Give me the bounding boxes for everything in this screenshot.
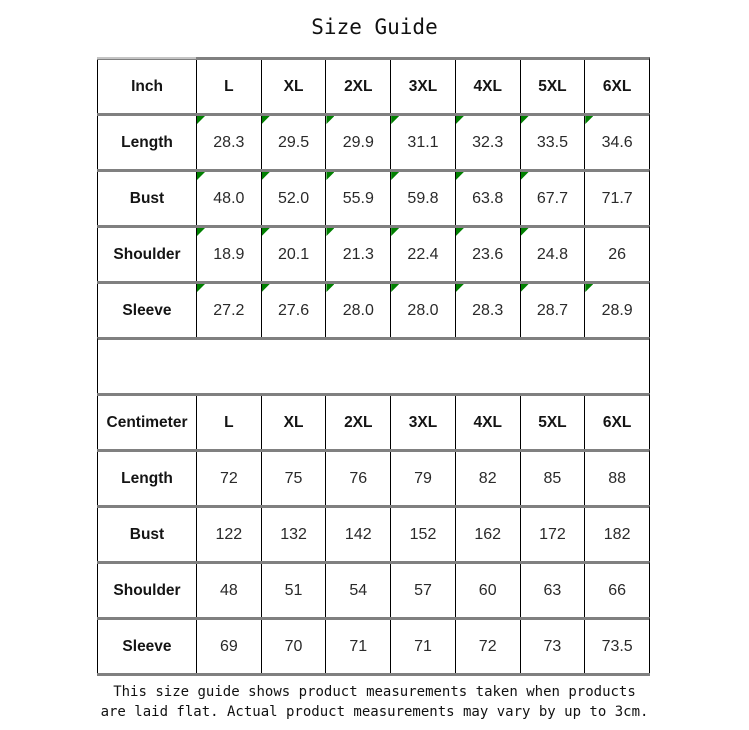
value-cell-text: 122 [215,525,243,543]
value-cell-text: 71.7 [601,189,633,207]
value-cell [325,620,390,673]
size-header-cell-text: 4XL [473,77,502,95]
size-header-cell [196,396,261,449]
value-cell [261,172,326,225]
value-cell [196,228,261,281]
row-label-cell [97,564,196,617]
value-cell [390,564,455,617]
value-cell-text: 63 [543,581,562,599]
row-label-cell [97,116,196,169]
value-cell-text: 75 [284,469,303,487]
size-header-cell-text: L [224,77,234,95]
size-header-cell-text: XL [283,77,304,95]
value-cell-text: 69 [219,637,238,655]
value-cell [584,172,649,225]
value-cell-text: 57 [414,581,432,599]
value-cell [455,564,520,617]
corner-marker-icon [391,284,399,292]
size-header-cell-text: 5XL [538,413,567,431]
value-cell [325,452,390,505]
value-cell [455,452,520,505]
size-header-cell [261,396,326,449]
value-cell [261,620,326,673]
corner-marker-icon [197,284,205,292]
value-cell [196,452,261,505]
value-cell-text: 63.8 [472,189,504,207]
corner-marker-icon [585,284,593,292]
size-header-cell-text: 6XL [602,413,632,431]
value-cell [390,284,455,337]
size-header-cell-text: 3XL [408,413,438,431]
corner-marker-icon [391,172,399,180]
value-cell-text: 55.9 [342,189,374,207]
size-table-centimeter [97,393,650,676]
value-cell [261,564,326,617]
value-cell-text: 24.8 [536,245,568,263]
size-header-cell [325,60,390,113]
corner-marker-icon [197,116,205,124]
value-cell [196,564,261,617]
table-spacer-row [97,337,650,393]
row-label-cell [97,284,196,337]
corner-marker-icon [521,172,529,180]
value-cell-text: 28.3 [213,133,245,151]
value-cell [196,508,261,561]
value-cell [261,508,326,561]
value-cell-text: 51 [284,581,303,599]
table-row [97,225,650,281]
value-cell [196,284,261,337]
size-header-cell-text: 4XL [473,413,502,431]
corner-marker-icon [262,228,270,236]
value-cell-text: 26 [608,245,627,263]
unit-header-cell [97,396,196,449]
value-cell [196,620,261,673]
row-label-cell-text: Bust [129,189,165,207]
value-cell [520,620,585,673]
size-tables [97,57,650,676]
row-label-cell [97,452,196,505]
row-label-cell-text: Length [121,469,173,487]
value-cell-text: 54 [349,581,368,599]
value-cell-text: 67.7 [536,189,568,207]
value-cell-text: 76 [349,469,368,487]
corner-marker-icon [391,228,399,236]
row-label-cell-text: Shoulder [113,581,181,599]
value-cell-text: 28.0 [407,301,439,319]
size-header-cell [325,396,390,449]
value-cell [584,228,649,281]
size-header-cell-text: 2XL [344,77,373,95]
unit-header-cell-text: Centimeter [106,413,188,431]
corner-marker-icon [521,228,529,236]
value-cell [261,116,326,169]
value-cell [584,116,649,169]
corner-marker-icon [521,116,529,124]
size-header-cell [261,60,326,113]
value-cell [455,172,520,225]
value-cell-text: 28.9 [601,301,633,319]
footer-note [0,682,749,722]
value-cell [584,620,649,673]
value-cell-text: 85 [543,469,562,487]
value-cell [325,172,390,225]
value-cell-text: 79 [414,469,432,487]
corner-marker-icon [456,284,464,292]
value-cell-text: 34.6 [601,133,633,151]
value-cell [390,620,455,673]
value-cell [455,116,520,169]
corner-marker-icon [391,116,399,124]
value-cell-text: 72 [478,637,497,655]
corner-marker-icon [326,284,334,292]
value-cell [584,452,649,505]
size-header-cell [520,60,585,113]
value-cell [325,284,390,337]
size-header-cell [584,396,649,449]
table-row [97,57,650,113]
value-cell [584,564,649,617]
corner-marker-icon [326,172,334,180]
corner-marker-icon [197,228,205,236]
corner-marker-icon [456,116,464,124]
value-cell-text: 70 [284,637,303,655]
value-cell [325,508,390,561]
value-cell [520,452,585,505]
row-label-cell-text: Sleeve [122,637,172,655]
size-header-cell-text: XL [283,413,304,431]
value-cell [325,228,390,281]
value-cell [390,452,455,505]
value-cell-text: 60 [478,581,497,599]
table-row [97,393,650,449]
value-cell-text: 66 [608,581,627,599]
size-header-cell [455,60,520,113]
table-row [97,169,650,225]
value-cell-text: 132 [280,525,307,543]
value-cell-text: 28.0 [342,301,374,319]
value-cell-text: 28.7 [536,301,568,319]
table-row [97,449,650,505]
row-label-cell [97,508,196,561]
value-cell-text: 182 [603,525,631,543]
value-cell-text: 21.3 [342,245,374,263]
value-cell-text: 72 [219,469,238,487]
value-cell [325,564,390,617]
value-cell-text: 18.9 [213,245,245,263]
value-cell [520,284,585,337]
unit-header-cell-text: Inch [131,77,163,95]
value-cell [196,172,261,225]
value-cell [520,116,585,169]
value-cell-text: 32.3 [472,133,504,151]
value-cell [455,620,520,673]
size-header-cell [584,60,649,113]
value-cell [325,116,390,169]
value-cell-text: 29.9 [342,133,374,151]
value-cell-text: 22.4 [407,245,439,263]
value-cell-text: 73.5 [601,637,633,655]
value-cell [455,284,520,337]
value-cell-text: 172 [539,525,566,543]
value-cell-text: 48 [219,581,238,599]
value-cell [390,228,455,281]
value-cell [584,508,649,561]
size-header-cell [455,396,520,449]
value-cell [390,116,455,169]
size-header-cell [390,60,455,113]
table-row [97,281,650,337]
size-table-inch [97,57,650,337]
value-cell-text: 28.3 [472,301,504,319]
value-cell-text: 71 [349,637,368,655]
row-label-cell [97,228,196,281]
value-cell-text: 59.8 [407,189,439,207]
size-header-cell [520,396,585,449]
value-cell-text: 82 [478,469,497,487]
row-label-cell-text: Length [121,133,173,151]
value-cell-text: 20.1 [277,245,310,263]
corner-marker-icon [326,228,334,236]
value-cell [261,228,326,281]
value-cell [261,284,326,337]
size-header-cell [390,396,455,449]
value-cell-text: 73 [543,637,562,655]
value-cell [455,508,520,561]
corner-marker-icon [262,284,270,292]
value-cell [520,564,585,617]
value-cell [520,508,585,561]
corner-marker-icon [521,284,529,292]
table-row [97,505,650,561]
value-cell-text: 27.2 [213,301,245,319]
size-header-cell [196,60,261,113]
corner-marker-icon [585,116,593,124]
value-cell-text: 152 [409,525,437,543]
value-cell-text: 33.5 [536,133,568,151]
value-cell-text: 142 [344,525,372,543]
table-row [97,113,650,169]
table-row [97,617,650,673]
footer-line-2: are laid flat. Actual product measurements may vary by up to 3cm. [100,704,649,720]
value-cell [455,228,520,281]
table-row [97,561,650,617]
size-header-cell-text: L [224,413,234,431]
value-cell-text: 29.5 [277,133,310,151]
value-cell [520,172,585,225]
page-title: Size Guide [311,15,438,39]
row-label-cell-text: Bust [129,525,165,543]
corner-marker-icon [197,172,205,180]
value-cell [584,284,649,337]
row-label-cell [97,172,196,225]
footer-line-1: This size guide shows product measurements taken when products [113,684,636,700]
value-cell-text: 52.0 [277,189,310,207]
size-header-cell-text: 6XL [602,77,632,95]
size-header-cell-text: 5XL [538,77,567,95]
value-cell [390,172,455,225]
table-top-edge-highlight [97,57,196,59]
value-cell-text: 48.0 [213,189,245,207]
corner-marker-icon [262,116,270,124]
unit-header-cell [97,60,196,113]
corner-marker-icon [456,228,464,236]
value-cell [196,116,261,169]
size-header-cell-text: 2XL [344,413,373,431]
corner-marker-icon [326,116,334,124]
corner-marker-icon [262,172,270,180]
value-cell-text: 71 [414,637,432,655]
size-header-cell-text: 3XL [408,77,438,95]
value-cell [261,452,326,505]
corner-marker-icon [456,172,464,180]
value-cell-text: 88 [608,469,627,487]
value-cell-text: 27.6 [277,301,310,319]
value-cell [520,228,585,281]
value-cell-text: 23.6 [472,245,504,263]
row-label-cell-text: Sleeve [122,301,172,319]
row-label-cell-text: Shoulder [113,245,181,263]
value-cell-text: 162 [474,525,502,543]
value-cell [390,508,455,561]
row-label-cell [97,620,196,673]
value-cell-text: 31.1 [407,133,439,151]
